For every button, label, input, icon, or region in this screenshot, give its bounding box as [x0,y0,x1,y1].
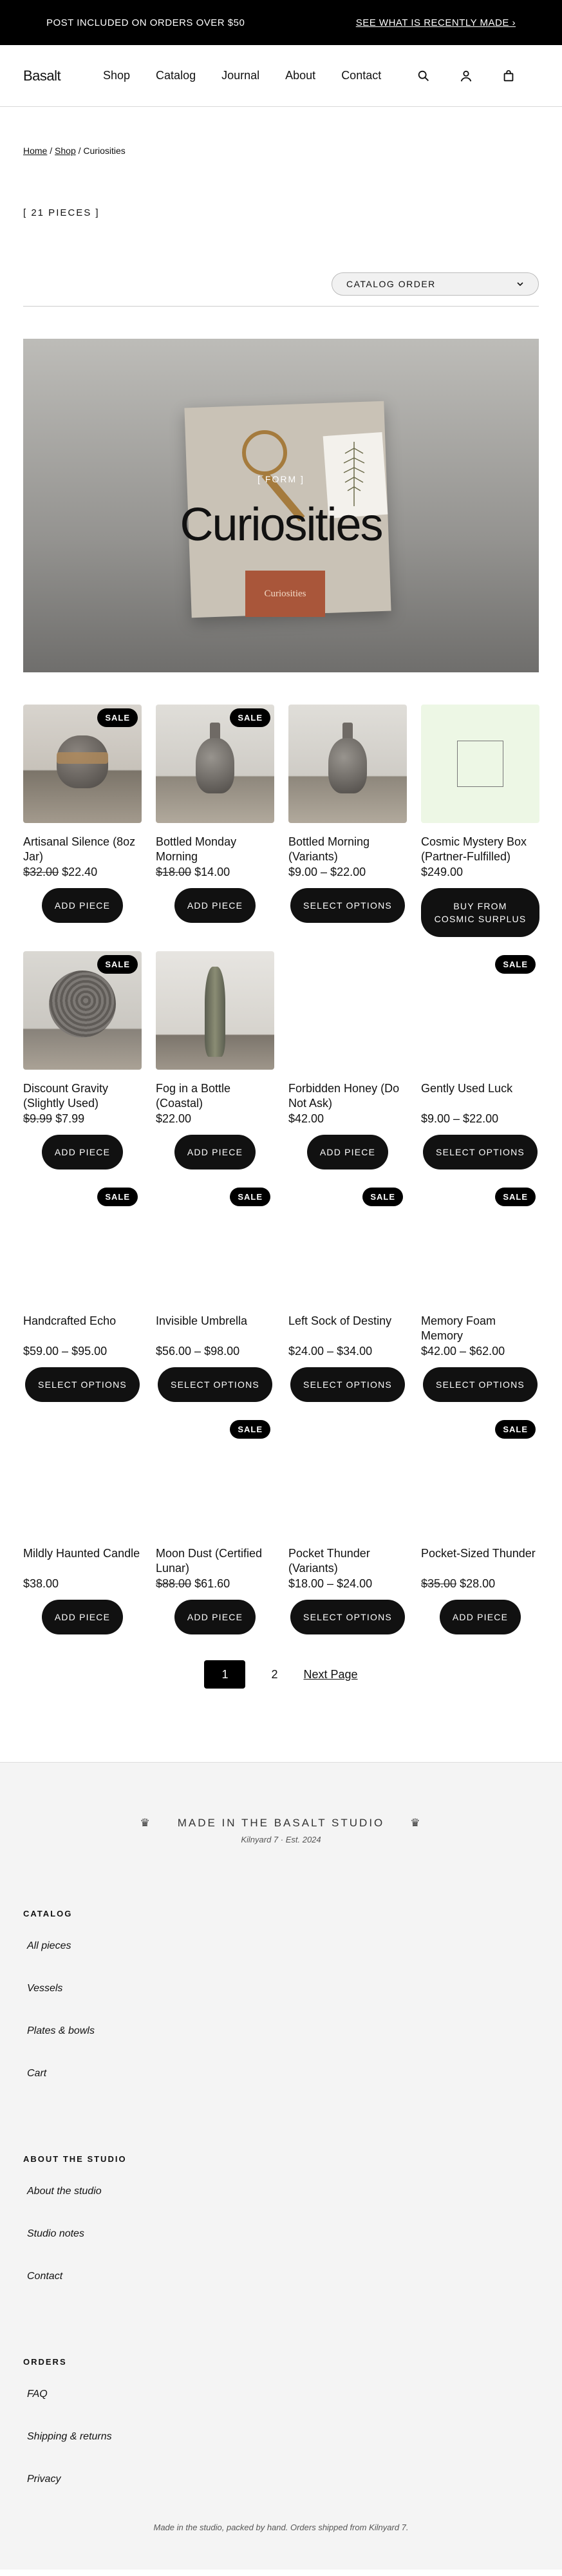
sale-badge: SALE [97,708,138,727]
sort-selected-value: CATALOG ORDER [346,279,436,289]
add-piece-button[interactable]: ADD PIECE [174,1135,256,1170]
product-card [421,1184,539,1402]
studio-title: MADE IN THE BASALT STUDIO [177,1817,385,1829]
product-price [421,1577,539,1591]
product-image[interactable] [23,1184,142,1302]
breadcrumb-separator: / [75,146,84,156]
collection-hero [23,339,539,672]
product-card [23,705,142,937]
footer-link[interactable]: FAQ [27,2389,48,2400]
sale-badge: SALE [495,955,536,974]
nav-contact[interactable]: Contact [341,69,382,82]
bottle-image [328,738,367,793]
product-price [23,1112,142,1126]
select-options-button[interactable]: SELECT OPTIONS [158,1367,272,1402]
sale-badge: SALE [230,1420,270,1439]
product-card [288,1416,407,1634]
old-price: $32.00 [23,866,59,878]
product-card [156,951,274,1170]
product-count: [ 21 PIECES ] [23,207,100,218]
current-price: $59.00 – $95.00 [23,1345,108,1358]
select-options-button[interactable]: SELECT OPTIONS [290,1367,405,1402]
product-card [288,705,407,937]
sale-badge: SALE [495,1188,536,1206]
sale-badge: SALE [495,1420,536,1439]
product-title[interactable]: Artisanal Silence (8oz Jar) [23,835,136,863]
product-price [23,1345,142,1358]
product-image[interactable] [421,1184,539,1302]
breadcrumb-current: Curiosities [83,146,126,156]
current-price: $28.00 [460,1577,496,1590]
add-piece-button[interactable]: ADD PIECE [174,888,256,923]
product-title[interactable]: Cosmic Mystery Box (Partner-Fulfilled) [421,835,527,863]
product-title[interactable]: Left Sock of Destiny [288,1314,392,1327]
product-image[interactable] [156,705,274,823]
footer-heading-catalog: CATALOG [23,1909,73,1918]
product-image[interactable] [156,951,274,1070]
product-card [23,1184,142,1402]
site-header [0,45,562,107]
select-options-button[interactable]: SELECT OPTIONS [290,888,405,923]
studio-address: Kilnyard 7 · Est. 2024 [241,1835,321,1844]
product-image[interactable] [23,1416,142,1535]
product-card [421,1416,539,1634]
announcement-bar [0,0,562,45]
logo[interactable]: Basalt [23,67,61,84]
product-image[interactable] [23,951,142,1070]
product-image[interactable] [421,951,539,1070]
current-price: $22.40 [62,866,98,878]
product-card [156,1184,274,1402]
page-current[interactable]: 1 [204,1660,245,1689]
studio-banner [23,1763,539,1830]
product-title[interactable]: Handcrafted Echo [23,1314,117,1327]
current-price: $42.00 [288,1112,324,1125]
current-price: $14.00 [194,866,230,878]
current-price: $22.00 [156,1112,192,1125]
product-card [156,705,274,937]
divider [23,306,539,307]
sphere-image [49,971,116,1037]
old-price: $18.00 [156,866,192,878]
jar-band [57,752,108,764]
breadcrumb-home[interactable]: Home [23,146,48,156]
nav-journal[interactable]: Journal [221,69,260,82]
main-nav [103,69,381,82]
add-piece-button[interactable]: ADD PIECE [42,1600,123,1634]
product-title[interactable]: Invisible Umbrella [156,1314,248,1327]
product-title[interactable]: Moon Dust (Certified Lunar) [156,1547,263,1575]
product-title[interactable]: Mildly Haunted Candle [23,1547,140,1560]
select-options-button[interactable]: SELECT OPTIONS [423,1135,538,1170]
product-title[interactable]: Pocket-Sized Thunder [421,1547,536,1560]
product-title[interactable]: Bottled Morning (Variants) [288,835,370,863]
product-price [156,1577,274,1591]
footer-link[interactable]: All pieces [27,1940,71,1951]
product-title[interactable]: Gently Used Luck [421,1082,513,1095]
current-price: $61.60 [194,1577,230,1590]
current-price: $9.00 – $22.00 [421,1112,499,1125]
header-icons [417,69,516,83]
bottle-image [196,738,234,793]
vase-image [205,967,225,1057]
current-price: $42.00 – $62.00 [421,1345,505,1358]
sort-select[interactable] [332,272,539,296]
add-piece-button[interactable]: ADD PIECE [174,1600,256,1634]
product-image[interactable] [288,1416,407,1535]
product-image[interactable] [421,1416,539,1535]
footer-link[interactable]: Shipping & returns [27,2431,112,2442]
breadcrumb [23,146,539,156]
main-content [0,146,562,1689]
current-price: $24.00 – $34.00 [288,1345,373,1358]
product-title[interactable]: Forbidden Honey (Do Not Ask) [288,1082,400,1110]
footer-heading-orders: ORDERS [23,2357,67,2367]
product-image[interactable] [156,1184,274,1302]
product-price [23,1577,142,1591]
current-price: $249.00 [421,866,464,878]
current-price: $56.00 – $98.00 [156,1345,240,1358]
footer-link[interactable]: Studio notes [27,2228,84,2239]
placeholder-square-icon [457,741,503,787]
product-price [421,1112,539,1126]
footer-link[interactable]: About the studio [27,2186,102,2197]
product-image[interactable] [288,705,407,823]
footer-link[interactable]: Contact [27,2271,63,2282]
product-card [156,1416,274,1634]
select-options-button[interactable]: SELECT OPTIONS [423,1367,538,1402]
footer-links-about [23,2186,539,2313]
footer-links-catalog [23,1940,539,2110]
product-card [288,951,407,1170]
add-piece-button[interactable]: ADD PIECE [42,888,123,923]
breadcrumb-shop[interactable]: Shop [55,146,76,156]
footer-link[interactable]: Vessels [27,1983,63,1994]
account-icon[interactable] [459,69,473,83]
product-title[interactable]: Bottled Monday Morning [156,835,237,863]
sale-badge: SALE [230,708,270,727]
footer-links-orders [23,2389,539,2516]
add-piece-button[interactable]: ADD PIECE [440,1600,521,1634]
current-price: $9.00 – $22.00 [288,866,366,878]
product-card [288,1184,407,1402]
page-title: Curiosities [180,499,382,551]
crown-icon: ♛ [140,1817,152,1829]
product-card [23,1416,142,1634]
add-piece-button[interactable]: ADD PIECE [307,1135,388,1170]
product-card [421,951,539,1170]
nav-catalog[interactable]: Catalog [156,69,196,82]
product-price [288,1345,407,1358]
product-title[interactable]: Memory Foam Memory [421,1314,496,1342]
product-price [288,866,407,879]
add-piece-button[interactable]: ADD PIECE [42,1135,123,1170]
select-options-button[interactable]: SELECT OPTIONS [290,1600,405,1634]
product-price [288,1577,407,1591]
product-image[interactable] [288,1184,407,1302]
announcement-text: POST INCLUDED ON ORDERS OVER $50 [46,17,245,28]
product-price [156,1345,274,1358]
hero-book: Curiosities [245,571,325,617]
product-grid [23,705,539,1634]
product-card [421,705,539,937]
product-price [421,866,539,879]
product-title[interactable]: Fog in a Bottle (Coastal) [156,1082,231,1110]
product-image[interactable] [156,1416,274,1535]
footer-link[interactable]: Privacy [27,2474,61,2485]
next-page-link[interactable]: Next Page [303,1667,358,1681]
footer-link[interactable]: Cart [27,2068,47,2079]
select-options-button[interactable]: SELECT OPTIONS [25,1367,140,1402]
product-price [23,866,142,879]
product-image[interactable] [23,705,142,823]
nav-shop[interactable]: Shop [103,69,131,82]
breadcrumb-separator: / [47,146,55,156]
pagination [23,1660,539,1689]
footer-note: Made in the studio, packed by hand. Orders shipped from Kilnyard 7. [153,2523,409,2532]
buy-from-partner-button[interactable]: BUY FROM COSMIC SURPLUS [421,888,539,937]
current-price: $7.99 [55,1112,85,1125]
sale-badge: SALE [97,955,138,974]
product-price [288,1112,407,1126]
sale-badge: SALE [97,1188,138,1206]
old-price: $9.99 [23,1112,53,1125]
old-price: $88.00 [156,1577,192,1590]
recently-made-link[interactable]: SEE WHAT IS RECENTLY MADE › [355,17,516,28]
sale-badge: SALE [230,1188,270,1206]
hero-eyebrow: [ FORM ] [258,474,304,484]
sale-badge: SALE [362,1188,403,1206]
old-price: $35.00 [421,1577,457,1590]
product-card [23,951,142,1170]
product-title[interactable]: Discount Gravity (Slightly Used) [23,1082,109,1110]
product-image[interactable] [421,705,539,823]
site-footer [0,1762,562,2570]
footer-link[interactable]: Plates & bowls [27,2025,95,2036]
page-link[interactable]: 2 [271,1667,278,1681]
chevron-down-icon [516,280,524,288]
product-image[interactable] [288,951,407,1070]
search-icon[interactable] [417,69,431,83]
current-price: $18.00 – $24.00 [288,1577,373,1590]
nav-about[interactable]: About [285,69,316,82]
magnifier-icon [242,430,287,475]
sort-row [23,272,539,296]
product-price [156,866,274,879]
product-price [421,1345,539,1358]
product-title[interactable]: Pocket Thunder (Variants) [288,1547,370,1575]
cart-icon[interactable] [501,69,516,83]
product-price [156,1112,274,1126]
footer-heading-about: ABOUT THE STUDIO [23,2154,127,2164]
current-price: $38.00 [23,1577,59,1590]
crown-icon: ♛ [410,1817,422,1829]
